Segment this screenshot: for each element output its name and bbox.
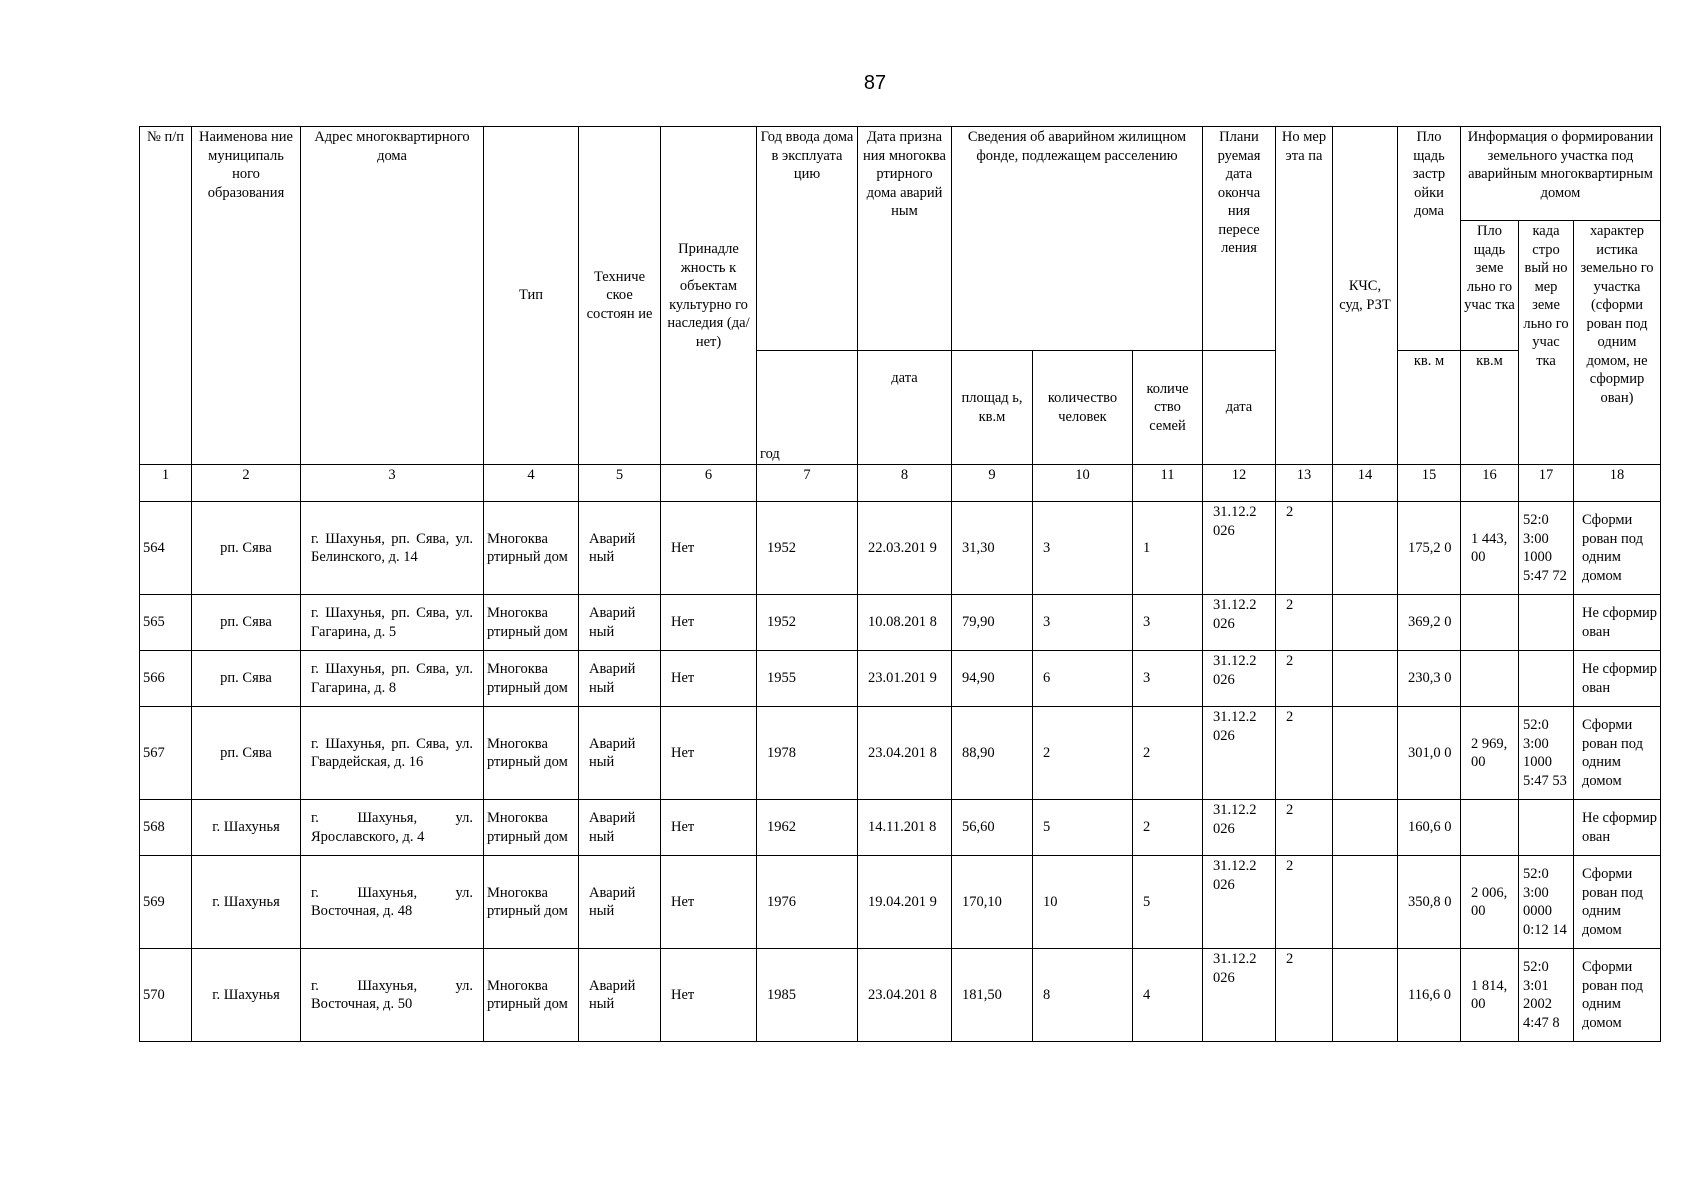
planned-date-cell: 31.12.2 026 xyxy=(1203,800,1276,856)
condition-cell: Аварий ный xyxy=(579,595,661,651)
header-land-status: характер истика земельно го участка (сформи рован под одним домом, не сформир ован) xyxy=(1574,221,1661,465)
column-number: 11 xyxy=(1133,465,1203,502)
kchs-cell xyxy=(1333,595,1398,651)
families-cell: 2 xyxy=(1133,707,1203,800)
area-cell: 94,90 xyxy=(952,651,1033,707)
condition-cell: Аварий ный xyxy=(579,707,661,800)
people-cell: 10 xyxy=(1033,856,1133,949)
condition-cell: Аварий ный xyxy=(579,502,661,595)
emergency-housing-table xyxy=(139,126,1661,1042)
land-status-cell: Сформи рован под одним домом xyxy=(1574,707,1661,800)
recognition-date-cell: 10.08.201 8 xyxy=(858,595,952,651)
type-cell: Многоква ртирный дом xyxy=(484,502,579,595)
column-number: 10 xyxy=(1033,465,1133,502)
land-status-cell: Не сформир ован xyxy=(1574,800,1661,856)
heritage-cell: Нет xyxy=(661,595,757,651)
address-cell: г. Шахунья, рп. Сява, ул. Гагарина, д. 5 xyxy=(301,595,484,651)
cadastral-number-cell xyxy=(1519,651,1574,707)
build-area-cell: 350,8 0 xyxy=(1398,856,1461,949)
kchs-cell xyxy=(1333,949,1398,1042)
row-number: 566 xyxy=(140,651,192,707)
land-area-cell: 1 443, 00 xyxy=(1461,502,1519,595)
heritage-cell: Нет xyxy=(661,856,757,949)
header-emergency-fund: Сведения об аварийном жилищном фонде, подлежащем расселению xyxy=(952,127,1203,351)
header-stage: Но мер эта па xyxy=(1276,127,1333,465)
table-row xyxy=(140,707,1661,800)
address-cell: г. Шахунья, рп. Сява, ул. Гвардейская, д. 16 xyxy=(301,707,484,800)
header-build-area-unit: кв. м xyxy=(1398,351,1461,465)
kchs-cell xyxy=(1333,707,1398,800)
column-number: 16 xyxy=(1461,465,1519,502)
kchs-cell xyxy=(1333,651,1398,707)
heritage-cell: Нет xyxy=(661,800,757,856)
land-area-cell: 2 969, 00 xyxy=(1461,707,1519,800)
area-cell: 31,30 xyxy=(952,502,1033,595)
cadastral-number-cell: 52:0 3:01 2002 4:47 8 xyxy=(1519,949,1574,1042)
land-status-cell: Сформи рован под одним домом xyxy=(1574,502,1661,595)
land-status-cell: Сформи рован под одним домом xyxy=(1574,949,1661,1042)
families-cell: 2 xyxy=(1133,800,1203,856)
row-number: 568 xyxy=(140,800,192,856)
kchs-cell xyxy=(1333,800,1398,856)
column-number: 5 xyxy=(579,465,661,502)
header-land-area: Пло щадь земе льно го учас тка xyxy=(1461,221,1519,351)
table-row xyxy=(140,949,1661,1042)
planned-date-cell: 31.12.2 026 xyxy=(1203,856,1276,949)
land-area-cell xyxy=(1461,595,1519,651)
heritage-cell: Нет xyxy=(661,502,757,595)
table-row xyxy=(140,595,1661,651)
build-area-cell: 116,6 0 xyxy=(1398,949,1461,1042)
people-cell: 3 xyxy=(1033,502,1133,595)
families-cell: 3 xyxy=(1133,595,1203,651)
cadastral-number-cell: 52:0 3:00 1000 5:47 53 xyxy=(1519,707,1574,800)
build-area-cell: 230,3 0 xyxy=(1398,651,1461,707)
column-number: 8 xyxy=(858,465,952,502)
type-cell: Многоква ртирный дом xyxy=(484,651,579,707)
housing-table-wrapper xyxy=(139,126,1661,1042)
municipality-cell: рп. Сява xyxy=(192,707,301,800)
families-cell: 4 xyxy=(1133,949,1203,1042)
land-area-cell xyxy=(1461,651,1519,707)
column-number: 12 xyxy=(1203,465,1276,502)
build-area-cell: 160,6 0 xyxy=(1398,800,1461,856)
land-status-cell: Не сформир ован xyxy=(1574,651,1661,707)
row-number: 567 xyxy=(140,707,192,800)
condition-cell: Аварий ный xyxy=(579,800,661,856)
municipality-cell: рп. Сява xyxy=(192,595,301,651)
header-build-area: Пло щадь застр ойки дома xyxy=(1398,127,1461,351)
people-cell: 6 xyxy=(1033,651,1133,707)
land-area-cell: 1 814, 00 xyxy=(1461,949,1519,1042)
column-number: 14 xyxy=(1333,465,1398,502)
address-cell: г. Шахунья, рп. Сява, ул. Гагарина, д. 8 xyxy=(301,651,484,707)
header-planned-date: Плани руемая дата оконча ния пересе ления xyxy=(1203,127,1276,351)
area-cell: 181,50 xyxy=(952,949,1033,1042)
row-number: 564 xyxy=(140,502,192,595)
land-area-cell: 2 006, 00 xyxy=(1461,856,1519,949)
year-cell: 1976 xyxy=(757,856,858,949)
recognition-date-cell: 19.04.201 9 xyxy=(858,856,952,949)
header-municipality: Наименова ние муниципаль ного образования xyxy=(192,127,301,465)
column-number: 6 xyxy=(661,465,757,502)
planned-date-cell: 31.12.2 026 xyxy=(1203,651,1276,707)
stage-cell: 2 xyxy=(1276,502,1333,595)
header-area-sqm: площад ь, кв.м xyxy=(952,351,1033,465)
recognition-date-cell: 23.04.201 8 xyxy=(858,707,952,800)
address-cell: г. Шахунья, ул. Восточная, д. 50 xyxy=(301,949,484,1042)
condition-cell: Аварий ный xyxy=(579,949,661,1042)
municipality-cell: рп. Сява xyxy=(192,651,301,707)
column-number: 9 xyxy=(952,465,1033,502)
column-number: 2 xyxy=(192,465,301,502)
municipality-cell: рп. Сява xyxy=(192,502,301,595)
land-status-cell: Сформи рован под одним домом xyxy=(1574,856,1661,949)
stage-cell: 2 xyxy=(1276,595,1333,651)
cadastral-number-cell xyxy=(1519,800,1574,856)
table-row xyxy=(140,856,1661,949)
column-number: 18 xyxy=(1574,465,1661,502)
address-cell: г. Шахунья, рп. Сява, ул. Белинского, д. 14 xyxy=(301,502,484,595)
header-heritage: Принадле жность к объектам культурно го наследия (да/нет) xyxy=(661,127,757,465)
recognition-date-cell: 14.11.201 8 xyxy=(858,800,952,856)
year-cell: 1978 xyxy=(757,707,858,800)
row-number: 569 xyxy=(140,856,192,949)
stage-cell: 2 xyxy=(1276,651,1333,707)
stage-cell: 2 xyxy=(1276,800,1333,856)
column-number: 7 xyxy=(757,465,858,502)
land-area-cell xyxy=(1461,800,1519,856)
kchs-cell xyxy=(1333,856,1398,949)
families-cell: 1 xyxy=(1133,502,1203,595)
column-number: 3 xyxy=(301,465,484,502)
header-family-count: количе ство семей xyxy=(1133,351,1203,465)
type-cell: Многоква ртирный дом xyxy=(484,800,579,856)
header-date-sub: дата xyxy=(858,351,952,465)
column-number: 17 xyxy=(1519,465,1574,502)
heritage-cell: Нет xyxy=(661,651,757,707)
year-cell: 1985 xyxy=(757,949,858,1042)
families-cell: 5 xyxy=(1133,856,1203,949)
table-body xyxy=(140,502,1661,1042)
header-kchs: КЧС, суд, РЗТ xyxy=(1333,127,1398,465)
year-cell: 1962 xyxy=(757,800,858,856)
table-row xyxy=(140,800,1661,856)
families-cell: 3 xyxy=(1133,651,1203,707)
recognition-date-cell: 23.01.201 9 xyxy=(858,651,952,707)
row-number: 570 xyxy=(140,949,192,1042)
planned-date-cell: 31.12.2 026 xyxy=(1203,949,1276,1042)
type-cell: Многоква ртирный дом xyxy=(484,707,579,800)
stage-cell: 2 xyxy=(1276,856,1333,949)
stage-cell: 2 xyxy=(1276,949,1333,1042)
build-area-cell: 369,2 0 xyxy=(1398,595,1461,651)
header-number: № п/п xyxy=(140,127,192,465)
column-number: 1 xyxy=(140,465,192,502)
land-status-cell: Не сформир ован xyxy=(1574,595,1661,651)
planned-date-cell: 31.12.2 026 xyxy=(1203,502,1276,595)
area-cell: 56,60 xyxy=(952,800,1033,856)
page-number: 87 xyxy=(863,72,887,94)
type-cell: Многоква ртирный дом xyxy=(484,856,579,949)
year-cell: 1952 xyxy=(757,502,858,595)
stage-cell: 2 xyxy=(1276,707,1333,800)
year-cell: 1955 xyxy=(757,651,858,707)
column-number: 4 xyxy=(484,465,579,502)
table-header xyxy=(140,127,1661,502)
table-row xyxy=(140,651,1661,707)
address-cell: г. Шахунья, ул. Ярославского, д. 4 xyxy=(301,800,484,856)
condition-cell: Аварий ный xyxy=(579,856,661,949)
header-address: Адрес многоквартирного дома xyxy=(301,127,484,465)
column-number: 13 xyxy=(1276,465,1333,502)
cadastral-number-cell: 52:0 3:00 0000 0:12 14 xyxy=(1519,856,1574,949)
header-people-count: количество человек xyxy=(1033,351,1133,465)
header-year: Год ввода дома в эксплуата цию xyxy=(757,127,858,351)
recognition-date-cell: 23.04.201 8 xyxy=(858,949,952,1042)
column-number: 15 xyxy=(1398,465,1461,502)
header-land-area-unit: кв.м xyxy=(1461,351,1519,465)
type-cell: Многоква ртирный дом xyxy=(484,595,579,651)
cadastral-number-cell xyxy=(1519,595,1574,651)
people-cell: 8 xyxy=(1033,949,1133,1042)
table-row xyxy=(140,502,1661,595)
column-number-row xyxy=(140,465,1661,502)
area-cell: 79,90 xyxy=(952,595,1033,651)
row-number: 565 xyxy=(140,595,192,651)
condition-cell: Аварий ный xyxy=(579,651,661,707)
header-type: Тип xyxy=(484,127,579,465)
municipality-cell: г. Шахунья xyxy=(192,949,301,1042)
planned-date-cell: 31.12.2 026 xyxy=(1203,707,1276,800)
people-cell: 5 xyxy=(1033,800,1133,856)
people-cell: 3 xyxy=(1033,595,1133,651)
type-cell: Многоква ртирный дом xyxy=(484,949,579,1042)
header-condition: Техниче ское состоян ие xyxy=(579,127,661,465)
recognition-date-cell: 22.03.201 9 xyxy=(858,502,952,595)
area-cell: 88,90 xyxy=(952,707,1033,800)
header-recognition-date: Дата призна ния многоква ртирного дома аварий ным xyxy=(858,127,952,351)
area-cell: 170,10 xyxy=(952,856,1033,949)
cadastral-number-cell: 52:0 3:00 1000 5:47 72 xyxy=(1519,502,1574,595)
kchs-cell xyxy=(1333,502,1398,595)
heritage-cell: Нет xyxy=(661,707,757,800)
planned-date-cell: 31.12.2 026 xyxy=(1203,595,1276,651)
municipality-cell: г. Шахунья xyxy=(192,856,301,949)
header-planned-date-sub: дата xyxy=(1203,351,1276,465)
heritage-cell: Нет xyxy=(661,949,757,1042)
municipality-cell: г. Шахунья xyxy=(192,800,301,856)
people-cell: 2 xyxy=(1033,707,1133,800)
header-year-sub: год xyxy=(757,351,858,465)
build-area-cell: 301,0 0 xyxy=(1398,707,1461,800)
year-cell: 1952 xyxy=(757,595,858,651)
header-land-info: Информация о формировании земельного участка под аварийным многоквартирным домом xyxy=(1461,127,1661,221)
header-cadastral: када стро вый но мер земе льно го учас тка xyxy=(1519,221,1574,465)
build-area-cell: 175,2 0 xyxy=(1398,502,1461,595)
address-cell: г. Шахунья, ул. Восточная, д. 48 xyxy=(301,856,484,949)
